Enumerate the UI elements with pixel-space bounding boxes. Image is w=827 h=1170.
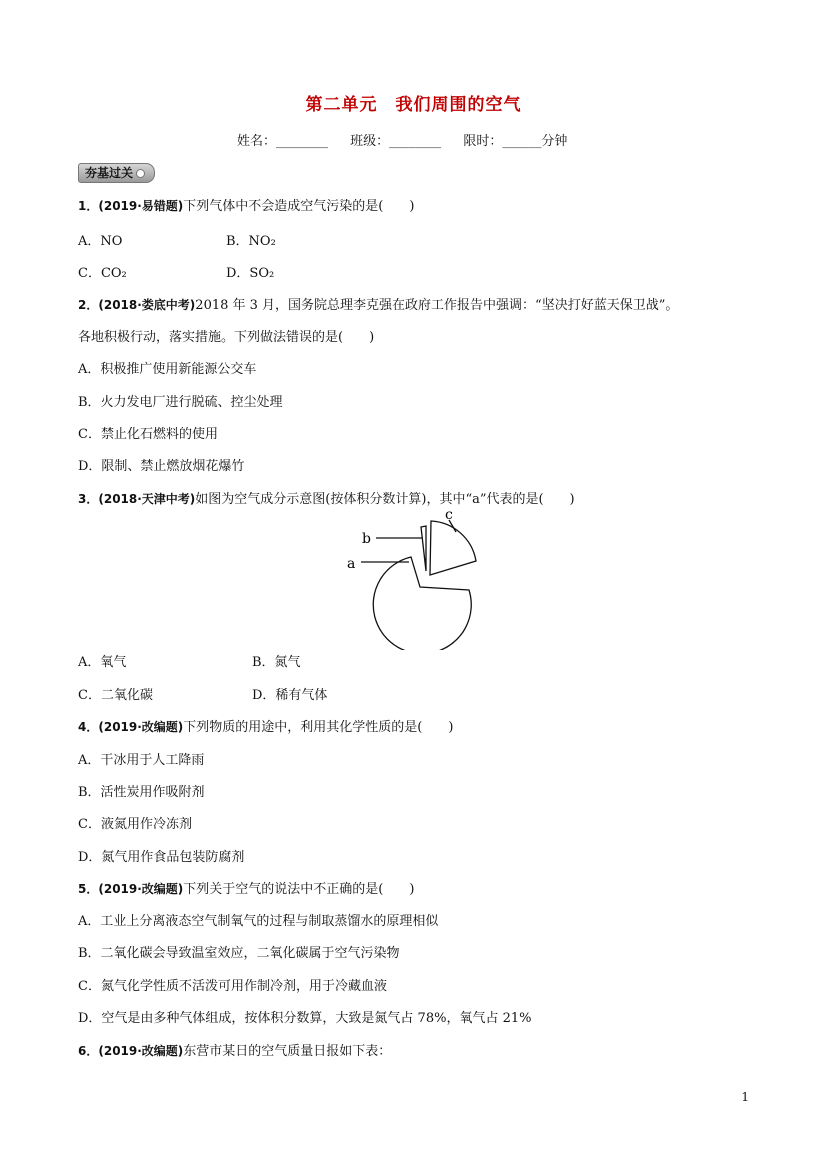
question-source: (2019·改编题) <box>98 882 184 896</box>
question-text: 2018 年 3 月，国务院总理李克强在政府工作报告中强调：“坚决打好蓝天保卫战”。 <box>195 298 679 313</box>
question-number: 4． <box>78 720 99 734</box>
section-badge <box>78 163 155 183</box>
option-c: C．二氧化碳 <box>78 688 153 703</box>
question-number: 3． <box>78 492 99 506</box>
question-2-line-2: 各地积极行动，落实措施。下列做法错误的是( ) <box>78 330 375 345</box>
pie-sector-c <box>430 521 476 575</box>
option-a: A．NO <box>78 234 123 249</box>
question-number: 2． <box>78 298 99 312</box>
chart-label-a: a <box>347 556 356 572</box>
question-1 <box>78 195 414 214</box>
option-a: A．工业上分离液态空气制氧气的过程与制取蒸馏水的原理相似 <box>78 914 439 929</box>
option-b: B．氮气 <box>252 655 301 670</box>
question-5 <box>78 878 414 897</box>
option-d: D．SO₂ <box>226 266 275 281</box>
page-number: 1 <box>741 1090 749 1104</box>
option-c: C．CO₂ <box>78 266 127 281</box>
air-composition-pie-chart <box>338 505 488 650</box>
badge-dot-icon <box>136 169 145 178</box>
chart-label-c: c <box>445 507 453 523</box>
option-b: B．活性炭用作吸附剂 <box>78 785 205 800</box>
question-source: (2019·改编题) <box>98 720 184 734</box>
option-b: B．二氧化碳会导致温室效应，二氧化碳属于空气污染物 <box>78 946 400 961</box>
question-3 <box>78 488 575 507</box>
question-text: 下列物质的用途中，利用其化学性质的是( ) <box>183 720 454 735</box>
question-source: (2019·易错题) <box>98 199 184 213</box>
option-d: D．空气是由多种气体组成，按体积分数算，大致是氮气占 78%，氧气占 21% <box>78 1011 532 1026</box>
pie-sector-a <box>373 557 471 650</box>
time-field: 限时：______分钟 <box>463 134 568 149</box>
option-b: B．火力发电厂进行脱硫、控尘处理 <box>78 395 283 410</box>
question-4 <box>78 716 453 735</box>
option-a: A．积极推广使用新能源公交车 <box>78 362 257 377</box>
option-b: B．NO₂ <box>226 234 276 249</box>
student-info <box>237 130 585 149</box>
question-source: (2018·天津中考) <box>98 492 196 506</box>
question-number: 5． <box>78 882 99 896</box>
page-title: 第二单元 我们周围的空气 <box>305 95 522 115</box>
question-text: 下列关于空气的说法中不正确的是( ) <box>183 882 415 897</box>
option-c: C．氮气化学性质不活泼可用作制冷剂，用于冷藏血液 <box>78 979 387 994</box>
chart-label-b: b <box>362 531 371 547</box>
name-field: 姓名：________ <box>237 134 329 149</box>
question-source: (2018·娄底中考) <box>98 298 196 312</box>
question-6 <box>78 1040 391 1059</box>
option-d: D．限制、禁止燃放烟花爆竹 <box>78 459 245 474</box>
question-number: 6． <box>78 1044 99 1058</box>
pie-sector-b <box>421 526 426 571</box>
question-text: 如图为空气成分示意图(按体积分数计算)，其中“a”代表的是( ) <box>195 492 575 507</box>
option-d: D．氮气用作食品包装防腐剂 <box>78 850 245 865</box>
question-source: (2019·改编题) <box>98 1044 184 1058</box>
option-c: C．液氮用作冷冻剂 <box>78 817 192 832</box>
option-a: A．氧气 <box>78 655 127 670</box>
option-a: A．干冰用于人工降雨 <box>78 753 205 768</box>
question-text: 下列气体中不会造成空气污染的是( ) <box>183 199 415 214</box>
question-2 <box>78 294 678 313</box>
question-text: 东营市某日的空气质量日报如下表： <box>183 1044 392 1059</box>
badge-label: 夯基过关 <box>85 166 134 180</box>
class-field: 班级：________ <box>350 134 442 149</box>
option-d: D．稀有气体 <box>252 688 328 703</box>
option-c: C．禁止化石燃料的使用 <box>78 427 218 442</box>
question-number: 1． <box>78 199 99 213</box>
